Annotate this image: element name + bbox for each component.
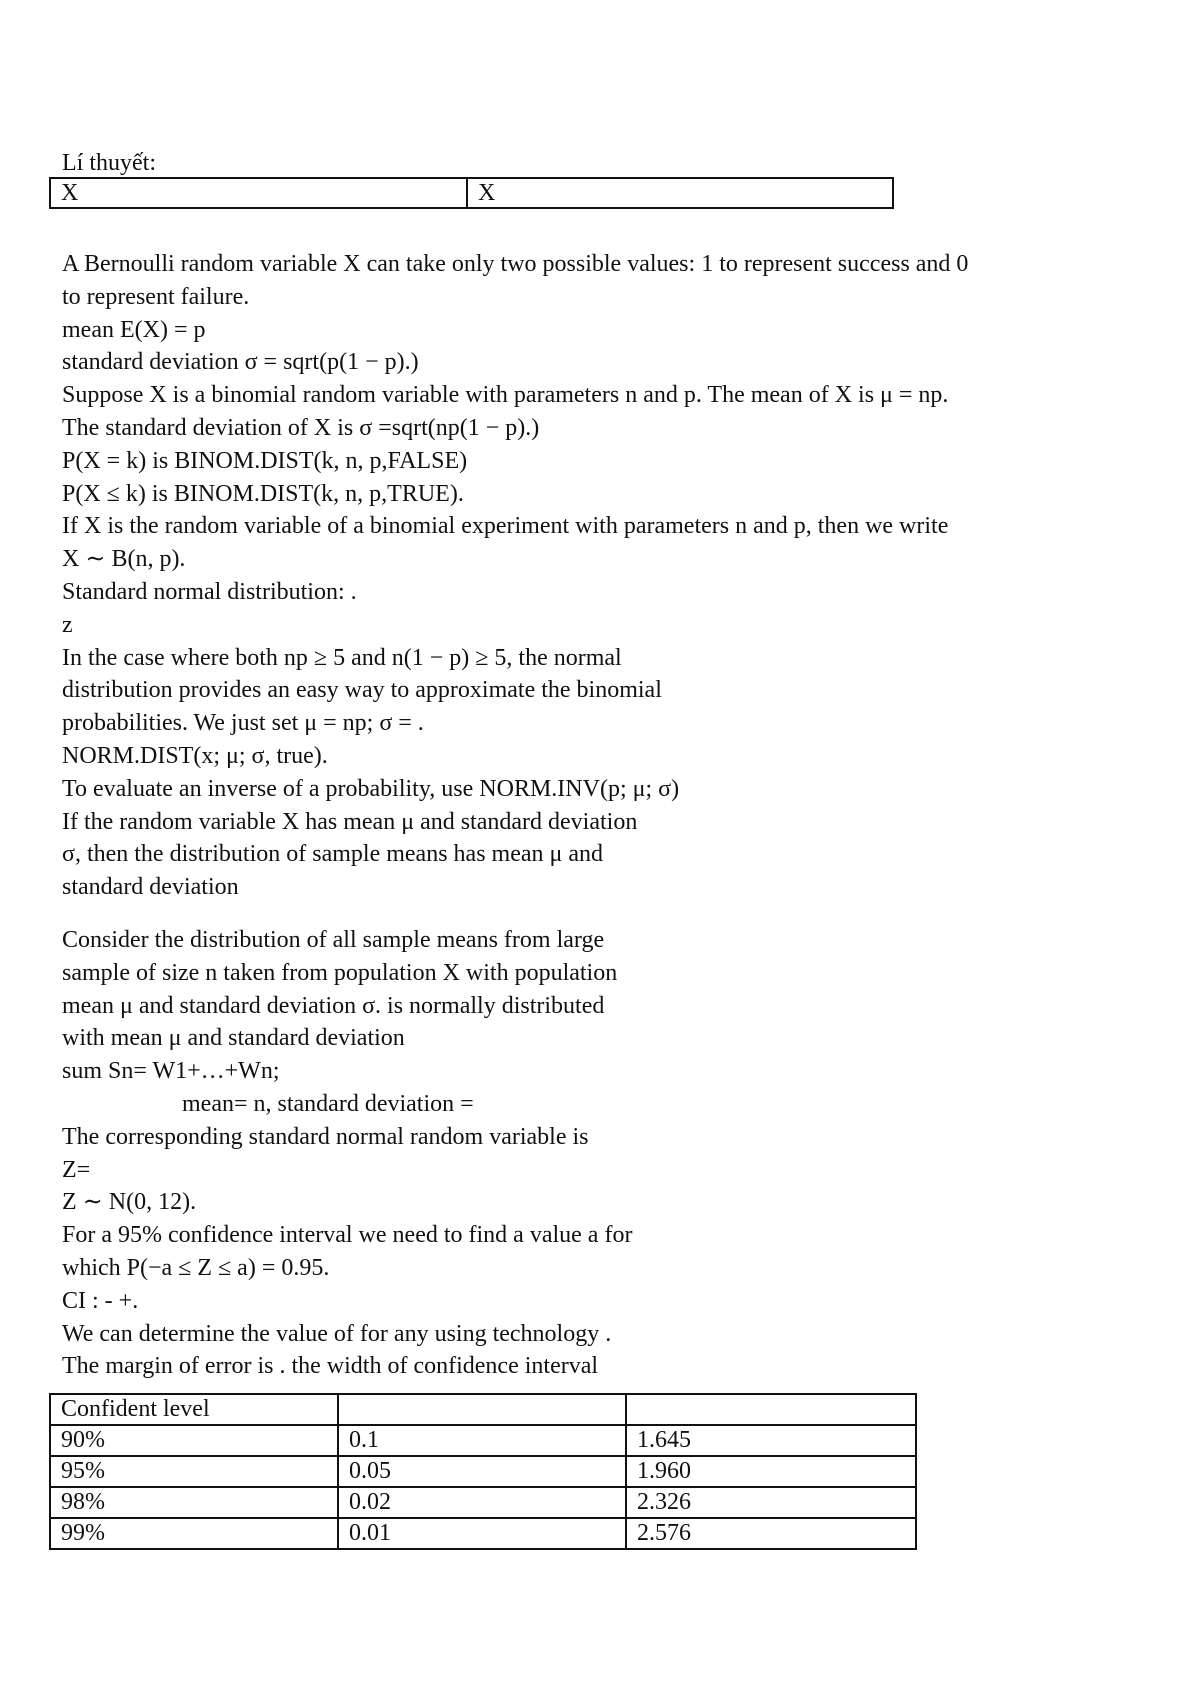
- table-cell: 98%: [50, 1487, 338, 1518]
- text-line: mean= n, standard deviation =: [182, 1090, 474, 1117]
- text-line: mean μ and standard deviation σ. is normally distributed: [62, 992, 605, 1019]
- text-line: The corresponding standard normal random variable is: [62, 1123, 589, 1150]
- text-line: For a 95% confidence interval we need to find a value a for: [62, 1222, 633, 1249]
- text-line: standard deviation σ = sqrt(p(1 − p).): [62, 349, 419, 376]
- text-line: which P(−a ≤ Z ≤ a) = 0.95.: [62, 1254, 330, 1281]
- blank-line: [62, 904, 1172, 924]
- section-heading: Lí thuyết:: [62, 150, 156, 176]
- text-line: Z ∼ N(0, 12).: [62, 1189, 197, 1216]
- text-line: z: [62, 611, 73, 638]
- table-cell: 0.1: [338, 1425, 626, 1456]
- text-line: distribution provides an easy way to approximate the binomial: [62, 677, 662, 704]
- table-row: [50, 178, 893, 208]
- text-line: probabilities. We just set μ = np; σ = .: [62, 710, 424, 737]
- table-row: [50, 1456, 916, 1487]
- text-line: standard deviation: [62, 874, 239, 901]
- table-cell: 0.02: [338, 1487, 626, 1518]
- text-line: NORM.DIST(x; μ; σ, true).: [62, 742, 328, 769]
- text-line: Consider the distribution of all sample means from large: [62, 926, 605, 953]
- text-line: If X is the random variable of a binomial experiment with parameters n and p, then we write: [62, 513, 949, 540]
- table-cell: 2.326: [626, 1487, 916, 1518]
- x-table: [49, 177, 894, 209]
- text-line: to represent failure.: [62, 283, 250, 310]
- text-line: To evaluate an inverse of a probability, use NORM.INV(p; μ; σ): [62, 775, 680, 802]
- table-cell: 1.960: [626, 1456, 916, 1487]
- text-line: P(X = k) is BINOM.DIST(k, n, p,FALSE): [62, 447, 468, 474]
- table-header-cell: Confident level: [50, 1394, 338, 1425]
- table-header-cell: [338, 1394, 626, 1425]
- table-row: [50, 1518, 916, 1549]
- table-cell: 0.01: [338, 1518, 626, 1549]
- text-line: CI : - +.: [62, 1287, 139, 1314]
- text-line: P(X ≤ k) is BINOM.DIST(k, n, p,TRUE).: [62, 480, 464, 507]
- text-line: In the case where both np ≥ 5 and n(1 − p) ≥ 5, the normal: [62, 644, 622, 671]
- theory-text: [62, 248, 1172, 1383]
- text-line: σ, then the distribution of sample means has mean μ and: [62, 841, 604, 868]
- text-line: sum Sn= W1+…+Wn;: [62, 1058, 280, 1085]
- text-line: Suppose X is a binomial random variable with parameters n and p. The mean of X is μ = np.: [62, 382, 949, 409]
- table-cell: 95%: [50, 1456, 338, 1487]
- text-line: X ∼ B(n, p).: [62, 546, 186, 573]
- table-row: [50, 1487, 916, 1518]
- text-line: with mean μ and standard deviation: [62, 1025, 405, 1052]
- text-line: We can determine the value of for any using technology .: [62, 1320, 612, 1347]
- table-header-cell: [626, 1394, 916, 1425]
- text-line: sample of size n taken from population X with population: [62, 959, 618, 986]
- table-cell: X: [467, 178, 893, 208]
- text-line: If the random variable X has mean μ and standard deviation: [62, 808, 638, 835]
- text-line: The margin of error is . the width of confidence interval: [62, 1353, 599, 1380]
- table-cell: 99%: [50, 1518, 338, 1549]
- table-row: [50, 1425, 916, 1456]
- table-cell: X: [50, 178, 467, 208]
- text-line: A Bernoulli random variable X can take only two possible values: 1 to represent success and 0: [62, 251, 969, 277]
- confidence-level-table: [49, 1393, 917, 1550]
- table-cell: 2.576: [626, 1518, 916, 1549]
- text-line: Z=: [62, 1156, 91, 1183]
- table-cell: 90%: [50, 1425, 338, 1456]
- table-cell: 0.05: [338, 1456, 626, 1487]
- text-line: The standard deviation of X is σ =sqrt(np(1 − p).): [62, 414, 540, 441]
- table-cell: 1.645: [626, 1425, 916, 1456]
- text-line: mean E(X) = p: [62, 316, 206, 343]
- table-header-row: [50, 1394, 916, 1425]
- text-line: Standard normal distribution: .: [62, 578, 357, 605]
